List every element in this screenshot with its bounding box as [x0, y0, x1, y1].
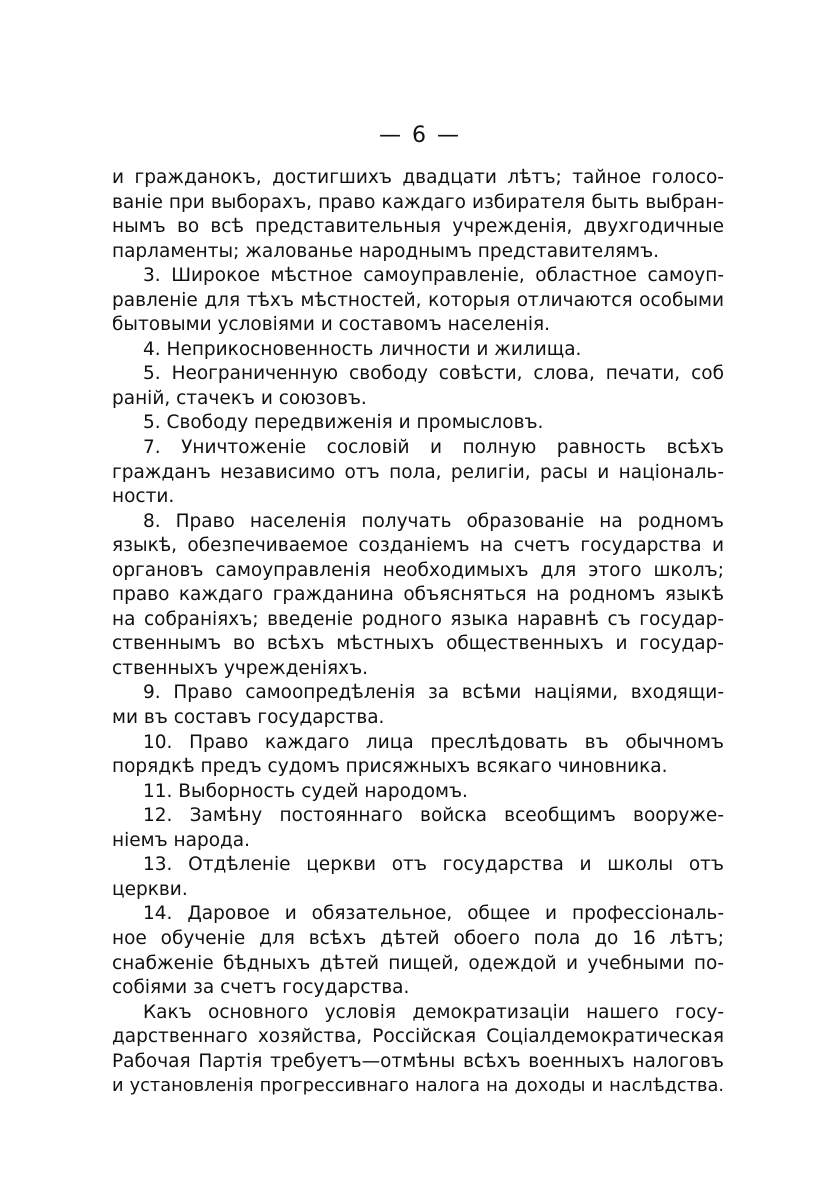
text-line: раній, стачекъ и союзовъ.: [112, 387, 367, 409]
text-line: 13. Отдѣленіе церкви отъ государства и школы отъ: [143, 854, 724, 876]
text-line: 14. Даровое и обязательное, общее и профессіональ-: [143, 903, 724, 925]
text-line: парламенты; жалованье народнымъ представителямъ.: [112, 240, 660, 262]
text-line: языкѣ, обезпечиваемое созданіемъ на счетъ государства и: [112, 535, 724, 557]
text-line: 12. Замѣну постояннаго войска всеобщимъ вооруже-: [143, 805, 724, 827]
text-line: ственныхъ учрежденіяхъ.: [112, 657, 369, 679]
text-line: ности.: [112, 486, 175, 508]
body-text: [112, 166, 724, 1099]
text-line: порядкѣ предъ судомъ присяжныхъ всякаго чиновника.: [112, 756, 668, 778]
text-line: бытовыми условіями и составомъ населенія.: [112, 314, 551, 336]
text-line: гражданъ независимо отъ пола, религіи, расы и національ-: [112, 461, 724, 483]
text-line: ми въ составъ государства.: [112, 707, 385, 729]
text-line: 7. Уничтоженіе сословій и полную равность всѣхъ: [143, 437, 724, 459]
text-line: нымъ во всѣ представительныя учрежденія, двухгодичные: [112, 216, 724, 238]
text-line: ное обученіе для всѣхъ дѣтей обоего пола до 16 лѣтъ;: [112, 927, 724, 949]
text-line: снабженіе бѣдныхъ дѣтей пищей, одеждой и учебными по-: [112, 952, 724, 974]
text-line: право каждаго гражданина объясняться на родномъ языкѣ: [112, 584, 724, 606]
text-line: 10. Право каждаго лица преслѣдовать въ обычномъ: [143, 731, 724, 753]
text-line: равленіе для тѣхъ мѣстностей, которыя отличаются особыми: [112, 289, 724, 311]
text-line: 9. Право самоопредѣленія за всѣми націями, входящи-: [143, 682, 724, 704]
text-line: 8. Право населенія получать образованіе на родномъ: [143, 510, 724, 532]
text-line: 11. Выборность судей народомъ.: [143, 780, 468, 802]
text-line: Какъ основного условія демократизаціи нашего госу-: [143, 1001, 724, 1023]
text-line: Рабочая Партія требуетъ—отмѣны всѣхъ военныхъ налоговъ: [112, 1050, 724, 1072]
text-line: ніемъ народа.: [112, 829, 251, 851]
text-line: на собраніяхъ; введеніе родного языка наравнѣ съ государ-: [112, 608, 724, 630]
text-line: 5. Неограниченную свободу совѣсти, слова, печати, соб: [143, 363, 724, 385]
text-line: и установленія прогрессивнаго налога на доходы и наслѣдства.: [112, 1076, 724, 1097]
text-line: и гражданокъ, достигшихъ двадцати лѣтъ; тайное голосо-: [112, 167, 724, 188]
text-line: ваніе при выборахъ, право каждаго избирателя быть выбран-: [112, 191, 724, 213]
text-line: органовъ самоуправленія необходимыхъ для этого школъ;: [112, 559, 724, 581]
page-number: — 6 —: [379, 123, 461, 148]
text-line: 3. Широкое мѣстное самоуправленіе, областное самоуп-: [143, 265, 724, 287]
text-line: 5. Свободу передвиженія и промысловъ.: [143, 412, 544, 434]
text-line: церкви.: [112, 878, 188, 900]
text-line: дарственнаго хозяйства, Россійская Соціалдемократическая: [112, 1026, 724, 1048]
text-line: ственнымъ во всѣхъ мѣстныхъ общественныхъ и государ-: [112, 633, 724, 655]
text-line: 4. Неприкосновенность личности и жилища.: [143, 338, 582, 360]
text-line: собіями за счетъ государства.: [112, 977, 410, 999]
